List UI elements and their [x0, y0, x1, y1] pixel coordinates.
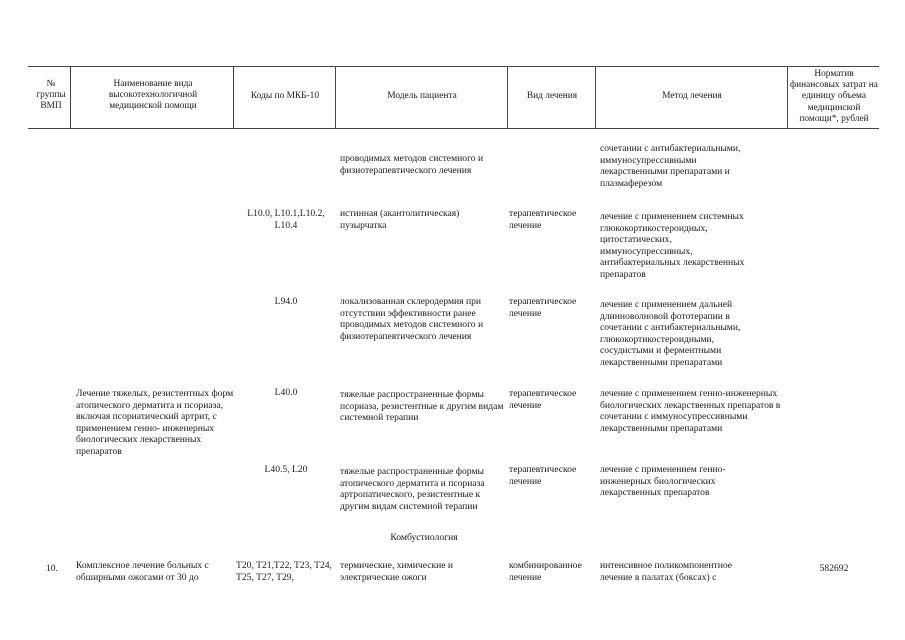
header-bottom-rule — [28, 128, 879, 129]
header-treatment-method: Метод лечения — [662, 91, 722, 101]
cell-icd-codes: L94.0 — [274, 296, 298, 307]
cell-treatment-type: терапевтическое лечение — [509, 388, 577, 411]
cell-treatment-type: терапевтическое лечение — [509, 208, 577, 231]
section-heading: Комбустиология — [390, 532, 458, 543]
cell-patient-model: проводимых методов системного и физиотерапевтического лечения — [340, 153, 484, 176]
cell-type-name: Лечение тяжелых, резистентных форм атопического дерматита и псориаза, включая псориатический артрит, с применением генно- инженерных биологических лекарственных препаратов — [76, 388, 234, 457]
cell-icd-codes: L10.0, L10.1,L10.2, L10.4 — [247, 208, 325, 231]
header-type-name: Наименование вида высокотехнологичной медицинской помощи — [108, 79, 198, 112]
cell-treatment-type: комбинированное лечение — [509, 560, 582, 583]
cell-patient-model: тяжелые распространенные формы псориаза, резистентные к другим видам системной терапии — [340, 389, 504, 424]
cell-treatment-method: лечение с применением дальней длинноволновой фототерапии в сочетании с антибактериальными, глюкокортикостероидными, сосудистыми и ферментными лекарственными препаратами — [600, 299, 741, 368]
cell-icd-codes: T20, T21,T22, T23, T24, T25, T27, T29, — [236, 560, 332, 583]
cell-group-number: 10. — [46, 563, 58, 574]
header-patient-model: Модель пациента — [387, 91, 457, 101]
header-top-rule — [28, 66, 879, 67]
cell-type-name: Комплексное лечение больных с обширными ожогами от 30 до — [76, 560, 209, 583]
cell-patient-model: локализованная склеродермия при отсутствии эффективности ранее проводимых методов системного и физиотерапевтического лечения — [340, 296, 484, 342]
cell-treatment-method: лечение с применением генно-инженерных биологических лекарственных препаратов — [600, 464, 726, 499]
cell-patient-model: истинная (акантолитическая) пузырчатка — [340, 208, 460, 231]
col-divider — [595, 66, 596, 128]
cell-icd-codes: L40.5, L20 — [264, 464, 308, 475]
header-treatment-type: Вид лечения — [526, 91, 578, 101]
header-group: № группы ВМП — [36, 79, 66, 112]
col-divider — [507, 66, 508, 128]
cell-patient-model: тяжелые распространенные формы атопического дерматита и псориаза артропатического, резистентные к другим видам системной терапии — [340, 466, 485, 512]
col-divider — [233, 66, 234, 128]
cell-treatment-method: лечение с применением системных глюкокортикостероидных, цитостатических, иммуносупрессивных, антибактериальных лекарственных препаратов — [600, 211, 745, 280]
cell-treatment-type: терапевтическое лечение — [509, 464, 577, 487]
cell-treatment-type: терапевтическое лечение — [509, 296, 577, 319]
col-divider — [335, 66, 336, 128]
header-icd-codes: Коды по МКБ-10 — [250, 91, 320, 101]
cell-patient-model: термические, химические и электрические ожоги — [340, 560, 454, 583]
cell-treatment-method: интенсивное поликомпонентное лечение в палатах (боксах) с — [600, 560, 733, 583]
col-divider — [70, 66, 71, 128]
header-cost-norm: Норматив финансовых затрат на единицу объема медицинской помощи*, рублей — [790, 69, 878, 124]
cell-cost: 582692 — [819, 563, 849, 574]
col-divider — [787, 66, 788, 128]
cell-treatment-method: сочетании с антибактериальными, иммуносупрессивными лекарственными препаратами и плазмаферезом — [600, 143, 741, 189]
cell-treatment-method: лечение с применением генно-инженерных биологических лекарственных препаратов в сочетании с иммуносупрессивными лекарственными препаратами — [600, 388, 781, 434]
cell-icd-codes: L40.0 — [274, 387, 298, 398]
